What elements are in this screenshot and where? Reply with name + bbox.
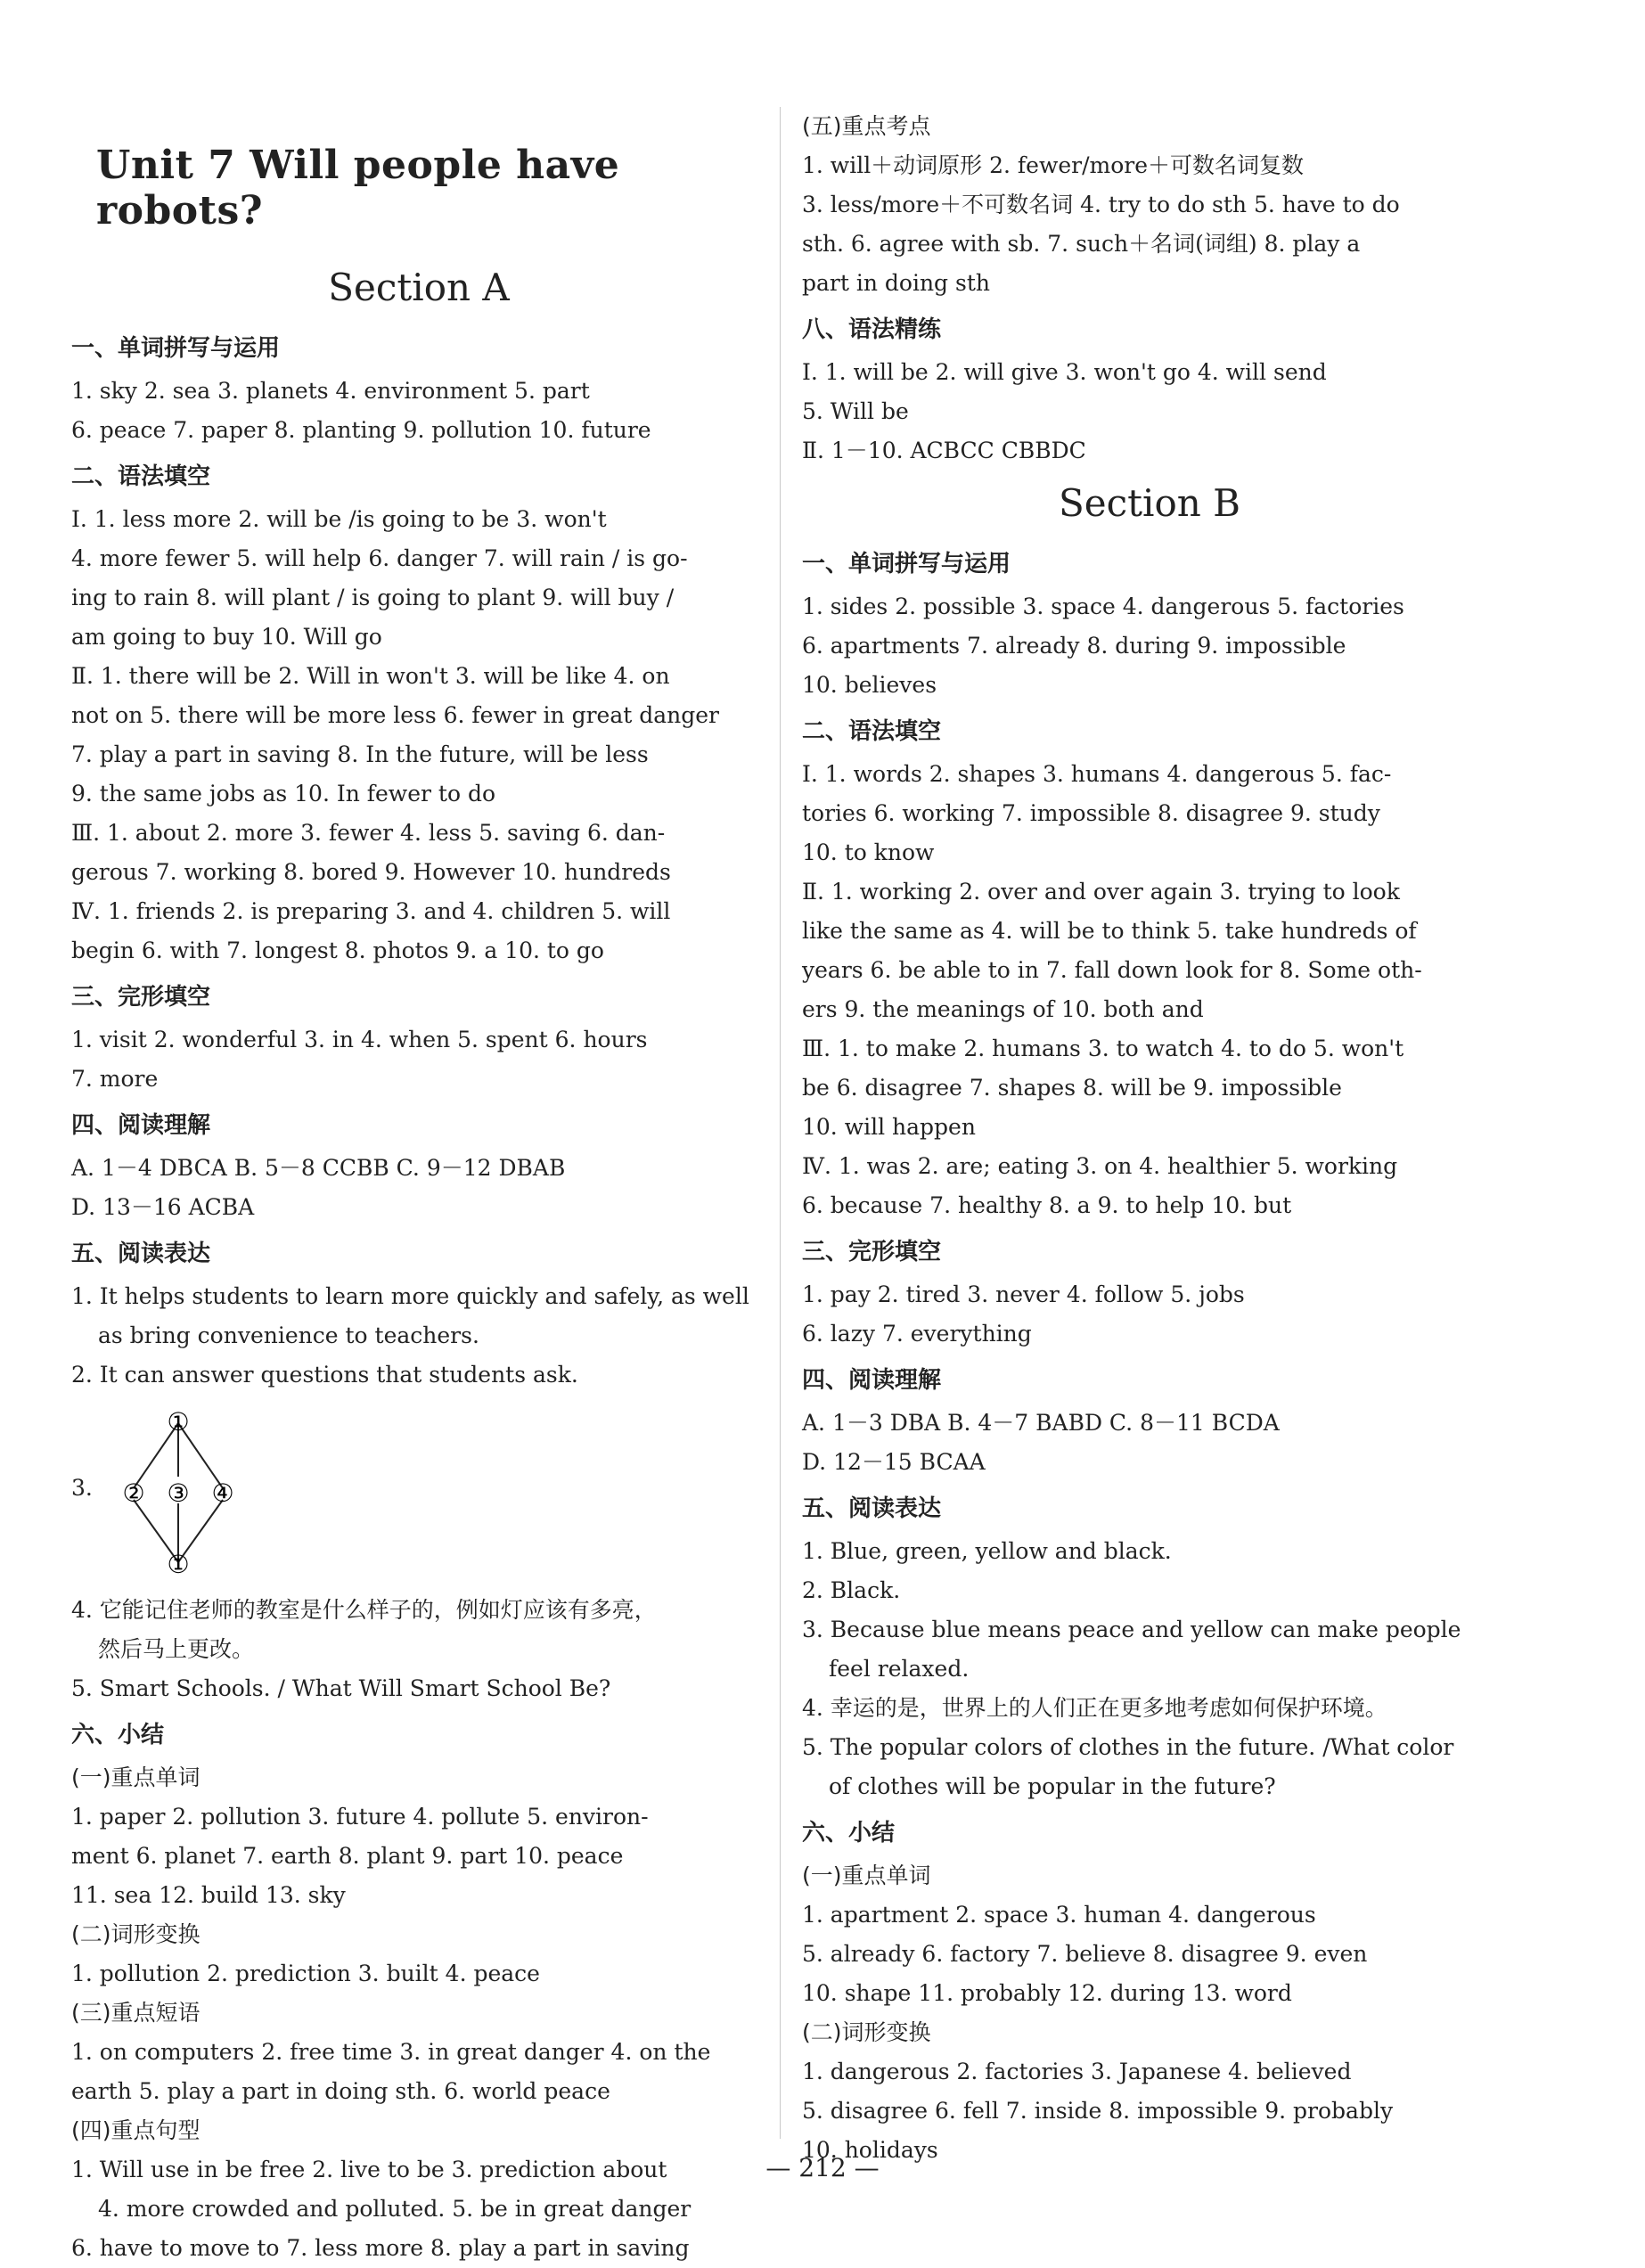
answer-line: 5. Will be (802, 398, 909, 424)
answer-line: Ⅰ. 1. will be 2. will give 3. won't go 4. will send (802, 359, 1327, 385)
answer-line: 10. to know (802, 839, 935, 865)
answer-line-continued: feel relaxed. (829, 1656, 970, 1682)
answer-line: 2. Black. (802, 1577, 901, 1603)
left-column (71, 107, 766, 2268)
answer-line-continued: 4. more crowded and polluted. 5. be in great danger (98, 2196, 692, 2222)
answer-line: 1. will＋动词原形 2. fewer/more＋可数名词复数 (802, 152, 1305, 178)
answer-line: D. 13－16 ACBA (71, 1194, 255, 1220)
sub-heading: (五)重点考点 (802, 113, 931, 139)
answer-line: 6. apartments 7. already 8. during 9. impossible (802, 633, 1346, 659)
answer-line: 10. will happen (802, 1114, 976, 1140)
section-b-answers (802, 544, 1497, 2170)
section-b-title: Section B (1058, 481, 1240, 525)
sub-heading: (三)重点短语 (71, 2000, 201, 2026)
sub-heading: (一)重点单词 (802, 1863, 931, 1888)
answer-line: Ⅲ. 1. about 2. more 3. fewer 4. less 5. saving 6. dan- (71, 820, 666, 846)
answer-line: 9. the same jobs as 10. In fewer to do (71, 781, 496, 806)
answer-line: 10. believes (802, 672, 937, 698)
answer-line: part in doing sth (802, 270, 990, 296)
sub-heading: (二)词形变换 (71, 1921, 201, 1947)
answer-line: 1. on computers 2. free time 3. in great danger 4. on the (71, 2039, 711, 2065)
answer-line: Ⅰ. 1. words 2. shapes 3. humans 4. dangerous 5. fac- (802, 761, 1392, 787)
answer-line: 10. shape 11. probably 12. during 13. word (802, 1980, 1292, 2006)
answer-line: Ⅳ. 1. friends 2. is preparing 3. and 4. children 5. will (71, 898, 671, 924)
answer-line: 1. apartment 2. space 3. human 4. dangerous (802, 1902, 1316, 1928)
answer-line: 1. visit 2. wonderful 3. in 4. when 5. spent 6. hours (71, 1027, 648, 1052)
answer-line: 4. more fewer 5. will help 6. danger 7. will rain / is go- (71, 545, 688, 571)
answer-line: am going to buy 10. Will go (71, 624, 382, 650)
answer-line: ers 9. the meanings of 10. both and (802, 996, 1204, 1022)
sub-heading: (二)词形变换 (802, 2019, 931, 2045)
answer-line: 1. paper 2. pollution 3. future 4. pollute 5. environ- (71, 1804, 649, 1830)
answer-line: ing to rain 8. will plant / is going to plant 9. will buy / (71, 585, 675, 610)
answer-line: 1. Will use in be free 2. live to be 3. prediction about (71, 2157, 667, 2182)
answer-line: Ⅱ. 1. there will be 2. Will in won't 3. will be like 4. on (71, 663, 670, 689)
section-a-continued (802, 107, 1497, 471)
node-bottom: ① (167, 1550, 190, 1579)
page-number: — 212 — (765, 2153, 880, 2182)
answer-line: Ⅳ. 1. was 2. are; eating 3. on 4. healthier 5. working (802, 1153, 1398, 1179)
answer-line: 7. more (71, 1066, 159, 1092)
unit-title: Unit 7 Will people have robots? (96, 143, 620, 233)
answer-line: sth. 6. agree with sb. 7. such＋名词(词组) 8. play a (802, 231, 1361, 257)
diamond-diagram (107, 1404, 339, 1582)
answer-line: 1. pay 2. tired 3. never 4. follow 5. jobs (802, 1281, 1245, 1307)
answer-line: 1. Blue, green, yellow and black. (802, 1538, 1172, 1564)
answer-line: gerous 7. working 8. bored 9. However 10. hundreds (71, 859, 671, 885)
answer-line: 6. lazy 7. everything (802, 1321, 1032, 1347)
answer-line: 3. less/more＋不可数名词 4. try to do sth 5. have to do (802, 192, 1400, 217)
answer-line: 1. dangerous 2. factories 3. Japanese 4. believed (802, 2059, 1352, 2084)
structure-diagram (71, 1404, 766, 1582)
section-heading: 四、阅读理解 (802, 1367, 942, 1394)
answer-line: 1. pollution 2. prediction 3. built 4. peace (71, 1961, 540, 1986)
answer-line: A. 1－3 DBA B. 4－7 BABD C. 8－11 BCDA (802, 1410, 1280, 1436)
answer-line: 5. disagree 6. fell 7. inside 8. impossible 9. probably (802, 2098, 1394, 2124)
section-heading: 三、完形填空 (802, 1239, 942, 1265)
section-heading: 二、语法填空 (71, 463, 211, 490)
diagram-label: 3. (71, 1475, 93, 1501)
answer-line-continued: as bring convenience to teachers. (98, 1322, 479, 1348)
answer-line: 6. because 7. healthy 8. a 9. to help 10. but (802, 1192, 1292, 1218)
node-left: ② (122, 1478, 145, 1508)
section-heading: 四、阅读理解 (71, 1112, 211, 1139)
answer-line: like the same as 4. will be to think 5. take hundreds of (802, 918, 1417, 944)
answer-line: years 6. be able to in 7. fall down look for 8. Some oth- (802, 957, 1422, 983)
answer-line: 4. 幸运的是，世界上的人们正在更多地考虑如何保护环境。 (802, 1695, 1387, 1721)
answer-line: 6. have to move to 7. less more 8. play a part in saving (71, 2235, 690, 2261)
node-center: ③ (167, 1478, 190, 1508)
answer-line: 1. sides 2. possible 3. space 4. dangerous 5. factories (802, 594, 1404, 619)
answer-line: 10. holidays (802, 2137, 938, 2163)
answer-line: 5. Smart Schools. / What Will Smart School Be? (71, 1675, 611, 1701)
node-right: ④ (211, 1478, 234, 1508)
answer-line: 3. Because blue means peace and yellow can make people (802, 1617, 1461, 1642)
answer-line: not on 5. there will be more less 6. fewer in great danger (71, 702, 719, 728)
answer-line: Ⅱ. 1－10. ACBCC CBBDC (802, 438, 1086, 463)
answer-line: 4. 它能记住老师的教室是什么样子的，例如灯应该有多亮， (71, 1597, 657, 1623)
answer-line: D. 12－15 BCAA (802, 1449, 986, 1475)
section-heading: 五、阅读表达 (71, 1240, 211, 1267)
sub-heading: (一)重点单词 (71, 1764, 201, 1790)
section-heading: 五、阅读表达 (802, 1495, 942, 1522)
answer-line: earth 5. play a part in doing sth. 6. world peace (71, 2078, 610, 2104)
section-a-answers (71, 329, 766, 1395)
right-column (802, 107, 1497, 2170)
section-a-title: Section A (328, 266, 510, 309)
answer-line: 6. peace 7. paper 8. planting 9. pollution 10. future (71, 417, 651, 443)
answer-line: ment 6. planet 7. earth 8. plant 9. part 10. peace (71, 1843, 624, 1869)
answer-line: 2. It can answer questions that students ask. (71, 1362, 578, 1388)
section-heading: 八、语法精练 (802, 316, 942, 343)
section-heading: 六、小结 (802, 1820, 896, 1846)
section-heading: 一、单词拼写与运用 (71, 335, 281, 362)
answer-line: 7. play a part in saving 8. In the future, will be less (71, 741, 649, 767)
answer-line: begin 6. with 7. longest 8. photos 9. a 10. to go (71, 937, 604, 963)
answer-line: 5. The popular colors of clothes in the future. /What color (802, 1734, 1454, 1760)
answer-line: 11. sea 12. build 13. sky (71, 1882, 346, 1908)
answer-line-continued: 然后马上更改。 (98, 1636, 255, 1662)
answer-line: tories 6. working 7. impossible 8. disagree 9. study (802, 800, 1380, 826)
answer-line: A. 1－4 DBCA B. 5－8 CCBB C. 9－12 DBAB (71, 1155, 566, 1181)
answer-line: be 6. disagree 7. shapes 8. will be 9. impossible (802, 1075, 1342, 1101)
answer-line-continued: of clothes will be popular in the future? (829, 1773, 1276, 1799)
answer-line: Ⅲ. 1. to make 2. humans 3. to watch 4. to do 5. won't (802, 1036, 1404, 1061)
answer-line: Ⅱ. 1. working 2. over and over again 3. trying to look (802, 879, 1400, 905)
answer-line: Ⅰ. 1. less more 2. will be /is going to be 3. won't (71, 506, 607, 532)
section-heading: 一、单词拼写与运用 (802, 551, 1011, 577)
answer-line: 1. It helps students to learn more quickly and safely, as well (71, 1283, 749, 1309)
node-top: ① (167, 1407, 190, 1437)
section-heading: 二、语法填空 (802, 718, 942, 745)
answer-line: 1. sky 2. sea 3. planets 4. environment 5. part (71, 378, 590, 404)
section-heading: 六、小结 (71, 1722, 165, 1748)
section-heading: 三、完形填空 (71, 984, 211, 1011)
sub-heading: (四)重点句型 (71, 2117, 201, 2143)
column-divider (780, 107, 781, 2139)
answer-line: 5. already 6. factory 7. believe 8. disagree 9. even (802, 1941, 1368, 1967)
